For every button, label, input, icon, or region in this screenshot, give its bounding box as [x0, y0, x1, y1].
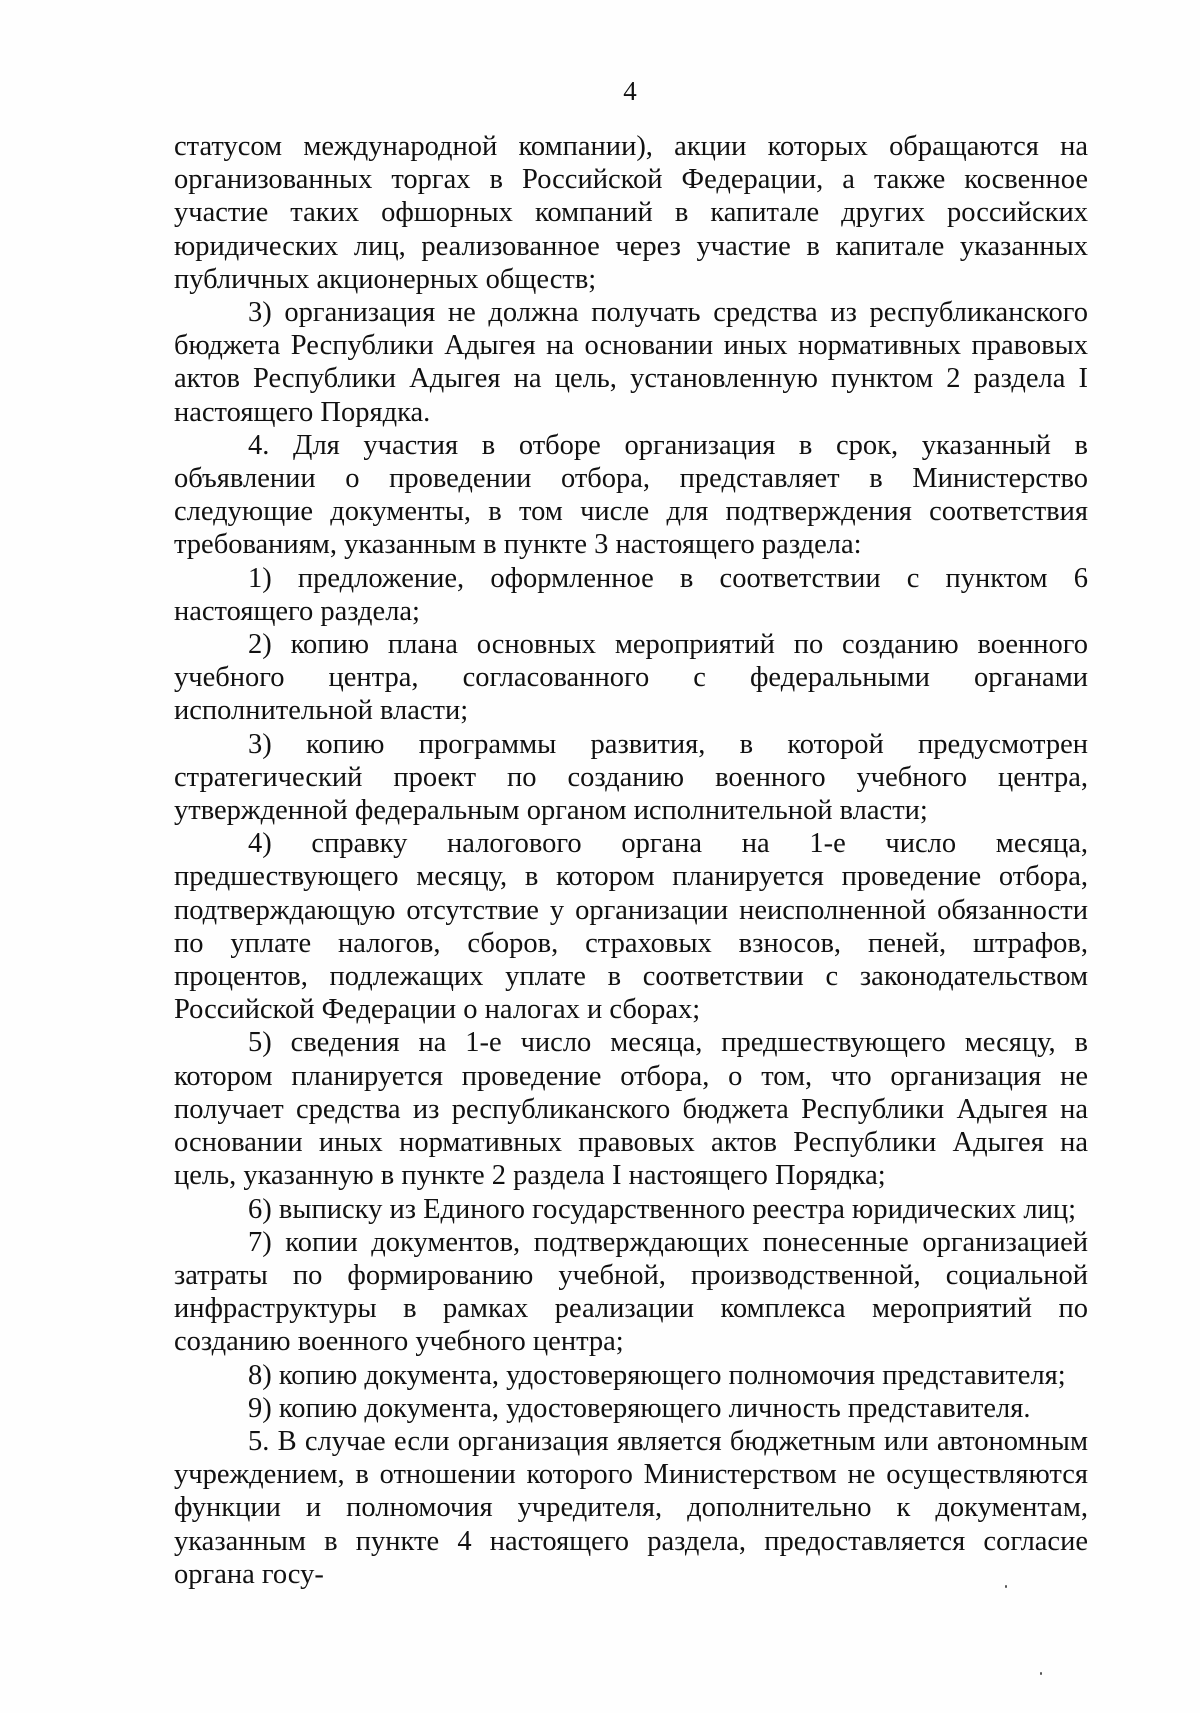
scan-speck: [1040, 1672, 1042, 1675]
list-item-3: 3) копию программы развития, в которой предусмотрен стратегический проект по созданию военного учебного центра, утвержденной федеральным органом исполнительной власти;: [174, 728, 1088, 827]
paragraph-section-5: 5. В случае если организация является бюджетным или автономным учреждением, в отношении которого Министерством не осуществляются функции и полномочия учредителя, дополнительно к документам, указанным в пункте 4 настоящего раздела, предоставляется согласие органа госу-: [174, 1425, 1088, 1590]
list-item-4: 4) справку налогового органа на 1-е число месяца, предшествующего месяцу, в котором планируется проведение отбора, подтверждающую отсутствие у организации неисполненной обязанности по уплате налогов, сборов, страховых взносов, пеней, штрафов, процентов, подлежащих уплате в соответствии с законодательством Российской Федерации о налогах и сборах;: [174, 828, 1088, 1026]
list-item-5: 5) сведения на 1-е число месяца, предшествующего месяцу, в котором планируется проведение отбора, о том, что организация не получает средства из республиканского бюджета Республики Адыгея на основании иных нормативных правовых актов Республики Адыгея на цель, указанную в пункте 2 раздела I настоящего Порядка;: [174, 1027, 1088, 1192]
page-number: 4: [623, 76, 637, 106]
list-item-7: 7) копии документов, подтверждающих понесенные организацией затраты по формированию учебной, производственной, социальной инфраструктуры в рамках реализации комплекса мероприятий по созданию военного учебного центра;: [174, 1226, 1088, 1358]
list-item-6: 6) выписку из Единого государственного реестра юридических лиц;: [248, 1193, 1077, 1225]
paragraph-continuation: статусом международной компании), акции которых обращаются на организованных торгах в Российской Федерации, а также косвенное участие таких офшорных компаний в капитале других российских юридических лиц, реализованное через участие в капитале указанных публичных акционерных обществ;: [174, 131, 1088, 295]
list-item-9: 9) копию документа, удостоверяющего личность представителя.: [248, 1392, 1031, 1424]
paragraph-section-4: 4. Для участия в отборе организация в срок, указанный в объявлении о проведении отбора, представляет в Министерство следующие документы, в том числе для подтверждения соответствия требованиям, указанным в пункте 3 настоящего раздела:: [174, 429, 1088, 561]
paragraph-item-3: 3) организация не должна получать средства из республиканского бюджета Республики Адыгея на основании иных нормативных правовых актов Республики Адыгея на цель, установленную пунктом 2 раздела I настоящего Порядка.: [174, 297, 1088, 428]
list-item-1: 1) предложение, оформленное в соответствии с пунктом 6 настоящего раздела;: [174, 562, 1088, 627]
list-item-8: 8) копию документа, удостоверяющего полномочия представителя;: [248, 1359, 1066, 1391]
document-body: [174, 130, 1088, 1591]
list-item-2: 2) копию плана основных мероприятий по созданию военного учебного центра, согласованного с федеральными органами исполнительной власти;: [174, 629, 1088, 727]
scan-speck: [1005, 1585, 1007, 1588]
